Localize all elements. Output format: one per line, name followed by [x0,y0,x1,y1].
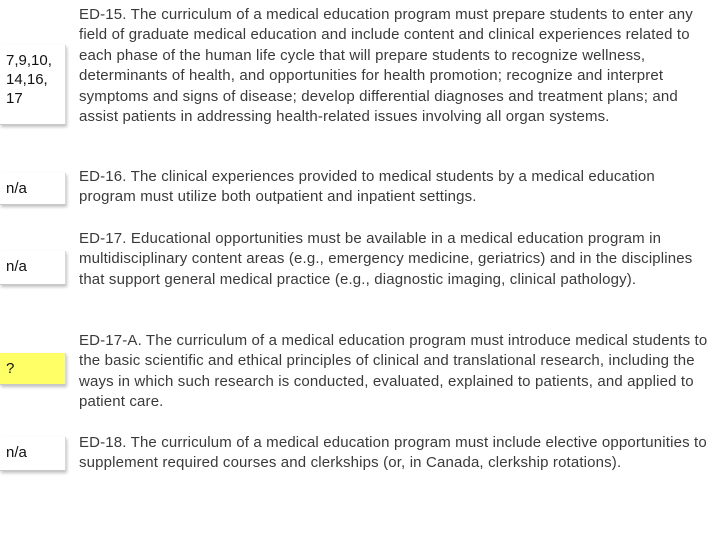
status-box [0,437,66,471]
status-box [0,353,66,385]
status-label: ? [6,360,15,377]
status-box [0,45,66,125]
status-label: 7,9,10, 14,16, 17 [6,52,52,107]
standard-text: ED-17-A. The curriculum of a medical education program must introduce medical students to the basic scientific and ethical principles of clinical and translational research, including the ways in which such research is conducted, evaluated, explained to patients, and applied to patient care. [79,332,708,411]
status-label: n/a [6,258,27,275]
standard-text: ED-18. The curriculum of a medical education program must include elective opportunities to supplement required courses and clerkships (or, in Canada, clerkship rotations). [79,434,707,472]
standard-text: ED-17. Educational opportunities must be available in a medical education program in multidisciplinary content areas (e.g., emergency medicine, geriatrics) and in the disciplines that support general medical practice (e.g., diagnostic imaging, clinical pathology). [79,230,693,288]
standard-text: ED-16. The clinical experiences provided to medical students by a medical education program must utilize both outpatient and inpatient settings. [79,168,655,206]
status-label: n/a [6,444,27,461]
standard-text: ED-15. The curriculum of a medical education program must prepare students to enter any field of graduate medical education and include content and clinical experiences related to each phase of the human life cycle that will prepare students to recognize wellness, determinants of health, and opportunities for health promotion; recognize and interpret symptoms and signs of disease; develop differential diagnoses and treatment plans; and assist patients in addressing health-related issues involving all organ systems. [79,6,693,126]
status-box [0,251,66,285]
status-box [0,173,66,205]
status-label: n/a [6,180,27,197]
